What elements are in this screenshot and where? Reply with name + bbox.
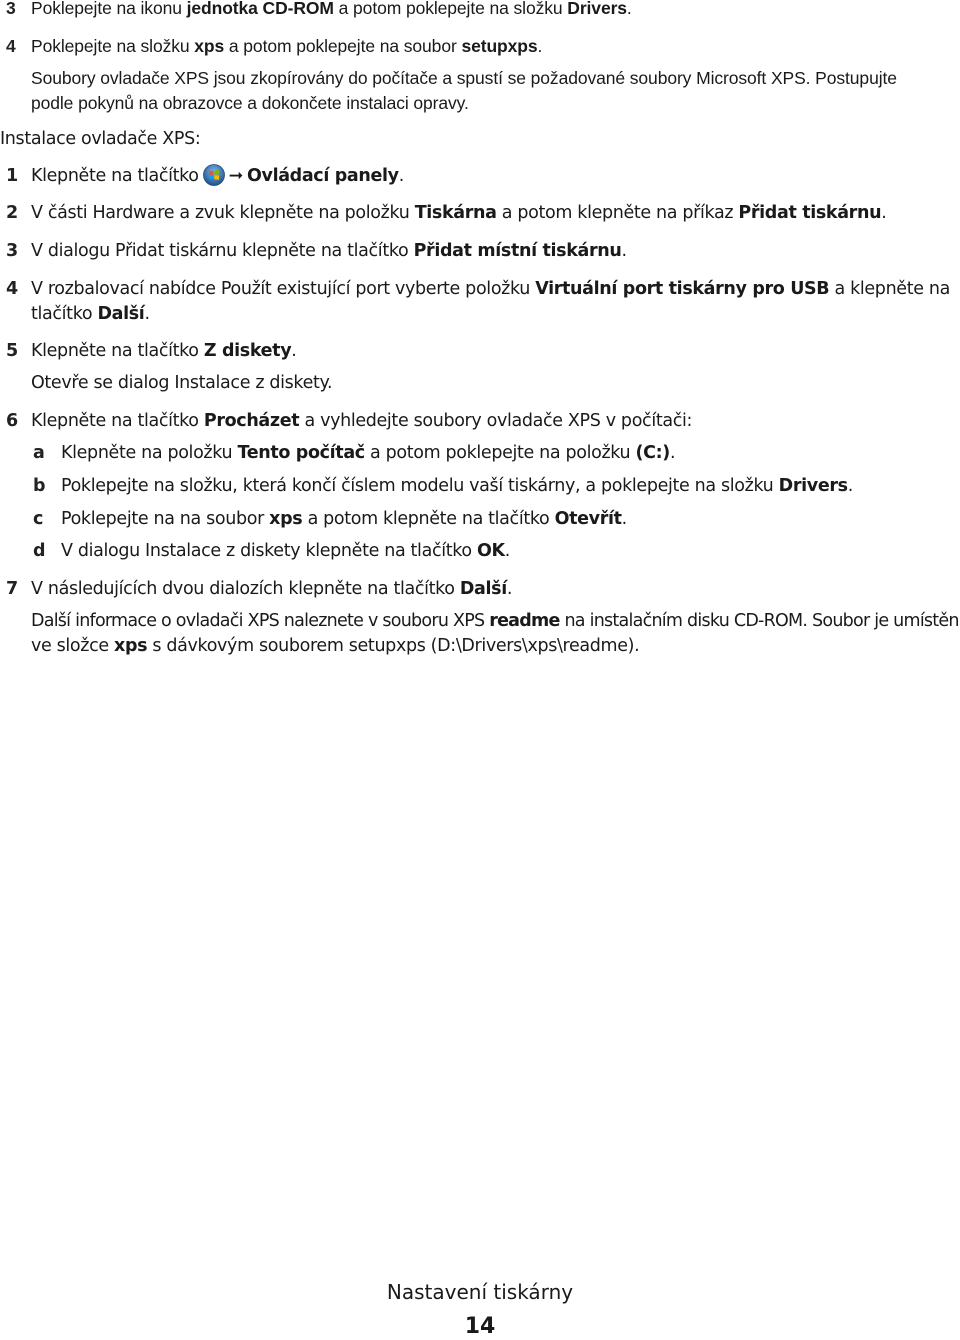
step-4 [0, 277, 960, 327]
step-text: V dialogu Přidat tiskárnu klepněte na tlačítko Přidat místní tiskárnu. [31, 241, 627, 261]
step-text: V následujících dvou dialozích klepněte na tlačítko Další. [31, 579, 513, 599]
step-number: 6 [6, 411, 18, 431]
step-text: Klepněte na tlačítko ➞ Ovládací panely. [31, 164, 960, 189]
step-text: Klepněte na tlačítko Z diskety. [31, 341, 297, 361]
step-number: 4 [6, 279, 18, 299]
step-text: Klepněte na tlačítko Procházet a vyhledejte soubory ovladače XPS v počítači: [31, 411, 693, 431]
section-heading: Instalace ovladače XPS: [0, 129, 201, 149]
step-text: V části Hardware a zvuk klepněte na položku Tiskárna a potom klepněte na příkaz Přidat tiskárnu. [31, 203, 887, 223]
step-number: 5 [6, 341, 18, 361]
page-number: 14 [464, 1314, 496, 1339]
substep-text: Poklepejte na na soubor xps a potom klepněte na tlačítko Otevřít. [61, 509, 627, 529]
step-5-note: Otevře se dialog Instalace z diskety. [31, 373, 333, 393]
step-number: 2 [6, 203, 18, 223]
final-note-line-1: Další informace o ovladači XPS naleznete v souboru XPS readme na instalačním disku CD-ROM. Soubor je umístěn [31, 611, 959, 631]
step-number: 1 [6, 166, 18, 186]
windows-start-icon [203, 164, 225, 186]
substep-text: Klepněte na položku Tento počítač a potom poklepejte na položku (C:). [61, 443, 676, 463]
substep-text: V dialogu Instalace z diskety klepněte na tlačítko OK. [61, 541, 510, 561]
substep-letter: c [33, 509, 44, 529]
step-text: Poklepejte na ikonu jednotka CD-ROM a potom poklepejte na složku Drivers. [31, 0, 632, 18]
step-number: 3 [6, 241, 18, 261]
footer-section-title: Nastavení tiskárny [386, 1280, 574, 1304]
arrow-right-icon: ➞ [228, 166, 243, 186]
step-number: 3 [6, 0, 16, 18]
substep-letter: a [33, 443, 45, 463]
note-line: Soubory ovladače XPS jsou zkopírovány do počítače a spustí se požadované soubory Microsoft XPS. Postupujte [31, 68, 897, 88]
substep-letter: d [33, 541, 46, 561]
note-line: podle pokynů na obrazovce a dokončete instalaci opravy. [31, 93, 469, 113]
step-text: Poklepejte na složku xps a potom poklepejte na soubor setupxps. [31, 36, 543, 56]
step-number: 4 [6, 36, 16, 56]
step-text: V rozbalovací nabídce Použít existující port vyberte položku Virtuální port tiskárny pro USB a klepněte na tlačítko Další. [31, 279, 950, 324]
final-note-line-2: ve složce xps s dávkovým souborem setupxps (D:\Drivers\xps\readme). [31, 636, 640, 656]
step-number: 7 [6, 579, 18, 599]
substep-letter: b [33, 476, 46, 496]
substep-text: Poklepejte na složku, která končí číslem modelu vaší tiskárny, a poklepejte na složku Drivers. [61, 476, 853, 496]
